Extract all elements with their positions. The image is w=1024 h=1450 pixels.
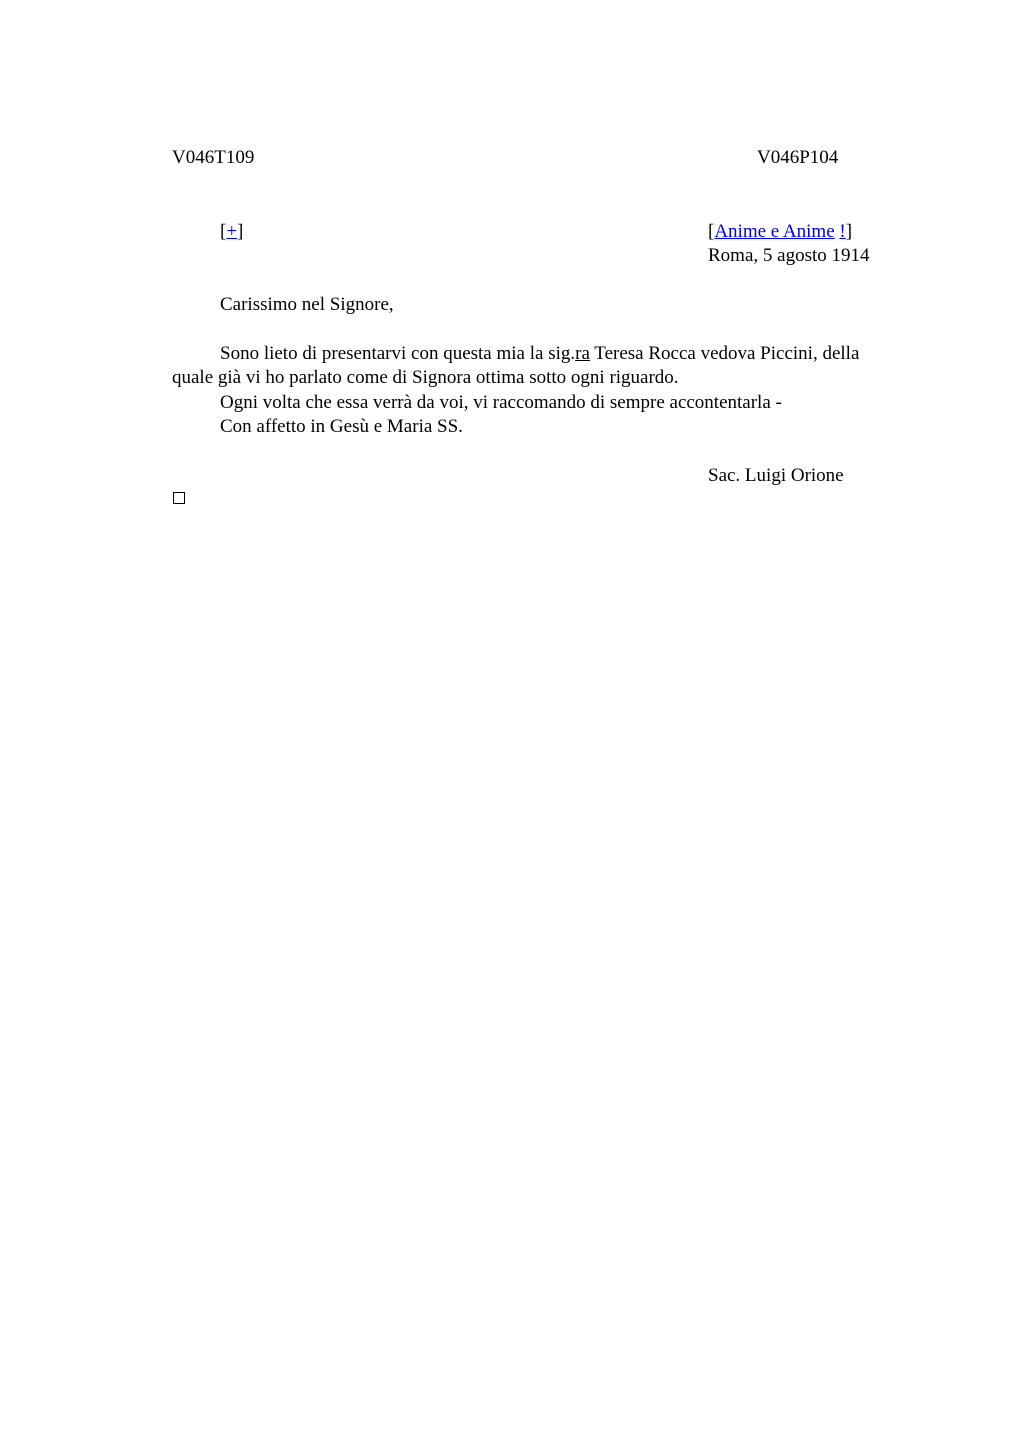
abbreviation-superscript: ra — [575, 343, 590, 364]
signature: Sac. Luigi Orione — [708, 465, 844, 486]
collection-title-link[interactable]: Anime e Anime — [714, 221, 835, 242]
document-code-left: V046T109 — [172, 147, 255, 168]
salutation: Carissimo nel Signore, — [220, 294, 394, 315]
collection-title — [708, 220, 852, 244]
title-open-bracket: [ — [708, 221, 715, 242]
letter-closing: Con affetto in Gesù e Maria SS. — [220, 416, 463, 437]
title-close-bracket: ] — [845, 221, 853, 242]
paragraph-1-start: Sono lieto di presentarvi con questa mia la sig. — [220, 343, 576, 364]
paragraph-1-end: Teresa Rocca vedova Piccini, della quale già vi ho parlato come di Signora ottima sotto ogni riguardo. — [172, 343, 860, 388]
end-square-icon — [173, 492, 185, 504]
letter-paragraph-2: Ogni volta che essa verrà da voi, vi raccomando di sempre accontentarla - — [220, 392, 782, 413]
close-bracket: ] — [237, 221, 244, 242]
document-code-right: V046P104 — [757, 147, 839, 168]
letter-paragraph-1 — [172, 342, 892, 390]
open-bracket: [ — [220, 221, 227, 242]
place-date: Roma, 5 agosto 1914 — [708, 245, 870, 266]
title-exclamation-link[interactable]: ! — [839, 221, 846, 242]
expand-link[interactable]: + — [226, 221, 238, 242]
expand-marker — [220, 220, 243, 244]
